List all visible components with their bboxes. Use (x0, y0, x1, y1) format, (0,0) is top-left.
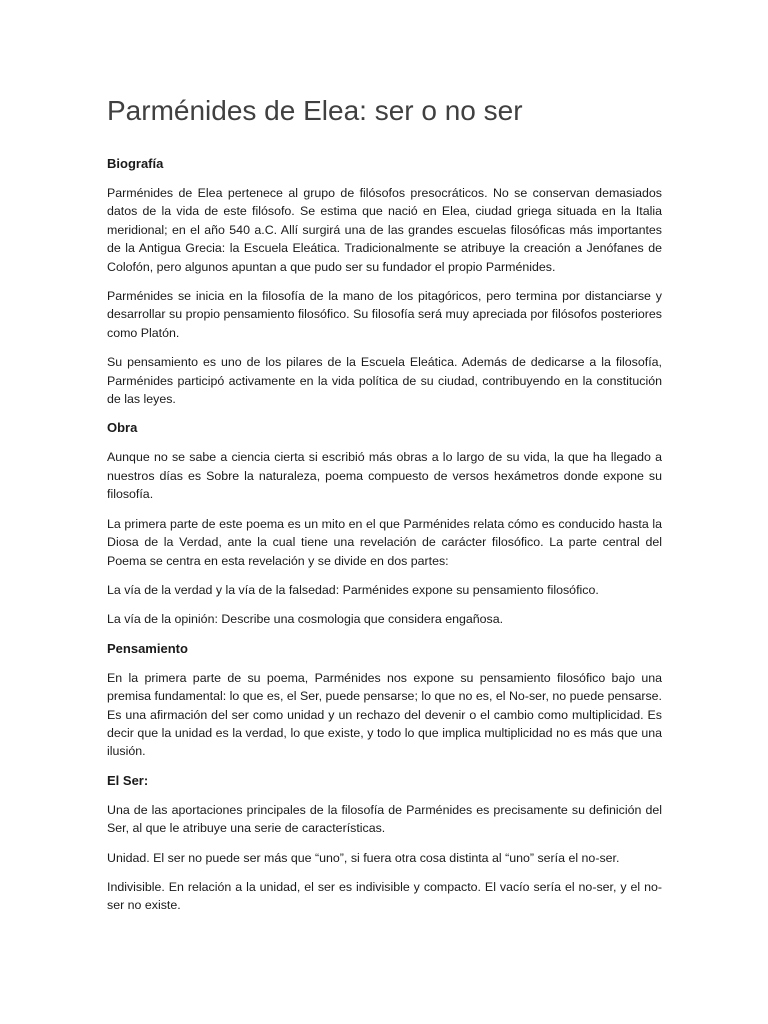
section-heading-obra: Obra (107, 420, 138, 436)
paragraph-pensamiento-1: En la primera parte de su poema, Parménides nos expone su pensamiento filosófico bajo una premisa fundamental: lo que es, el Ser, puede pensarse; lo que no es, el No-ser, no puede pensarse. Es una afirmación del ser como unidad y un rechazo del devenir o el cambio como multiplicidad. Es decir que la unidad es la verdad, lo que existe, y todo lo que implica multiplicidad no es más que una ilusión. (107, 670, 662, 759)
paragraph-el-ser-3: Indivisible. En relación a la unidad, el ser es indivisible y compacto. El vacío sería el no-ser, y el no-ser no existe. (107, 879, 662, 913)
paragraph-biografia-3: Su pensamiento es uno de los pilares de la Escuela Eleática. Además de dedicarse a la filosofía, Parménides participó activamente en la vida política de su ciudad, contribuyendo en la constitución de las leyes. (107, 355, 662, 407)
paragraph-obra-4: La vía de la opinión: Describe una cosmologia que considera engañosa. (107, 612, 504, 627)
paragraph-obra-1: Aunque no se sabe a ciencia cierta si escribió más obras a lo largo de su vida, la que ha llegado a nuestros días es Sobre la naturaleza, poema compuesto de versos hexámetros donde expone su filosofía. (107, 450, 662, 502)
section-heading-el-ser: El Ser: (107, 772, 149, 788)
section-heading-biografia: Biografía (107, 156, 164, 171)
document-page (107, 0, 662, 915)
paragraph-biografia-1: Parménides de Elea pertenece al grupo de filósofos presocráticos. No se conservan demasiados datos de la vida de este filósofo. Se estima que nació en Elea, ciudad griega situada en la Italia meridional; en el año 540 a.C. Allí surgirá una de las grandes escuelas filosóficas más importantes de la Antigua Grecia: la Escuela Eleática. Tradicionalmente se atribuye la creación a Jenófanes de Colofón, pero algunos apuntan a que pudo ser su fundador el propio Parménides. (107, 186, 662, 274)
paragraph-biografia-2: Parménides se inicia en la filosofía de la mano de los pitagóricos, pero termina por distanciarse y desarrollar su propio pensamiento filosófico. Su filosofía será muy apreciada por filósofos posteriores como Platón. (107, 289, 662, 340)
paragraph-obra-3: La vía de la verdad y la vía de la falsedad: Parménides expone su pensamiento filosófico. (107, 582, 599, 597)
page-title: Parménides de Elea: ser o no ser (107, 95, 523, 126)
section-heading-pensamiento: Pensamiento (107, 640, 188, 656)
paragraph-el-ser-1: Una de las aportaciones principales de la filosofía de Parménides es precisamente su definición del Ser, al que le atribuye una serie de características. (107, 802, 662, 836)
paragraph-el-ser-2: Unidad. El ser no puede ser más que “uno”, si fuera otra cosa distinta al “uno” sería el no-ser. (107, 850, 620, 865)
paragraph-obra-2: La primera parte de este poema es un mito en el que Parménides relata cómo es conducido hasta la Diosa de la Verdad, ante la cual tiene una revelación de carácter filosófico. La parte central del Poema se centra en esta revelación y se divide en dos partes: (107, 516, 662, 568)
